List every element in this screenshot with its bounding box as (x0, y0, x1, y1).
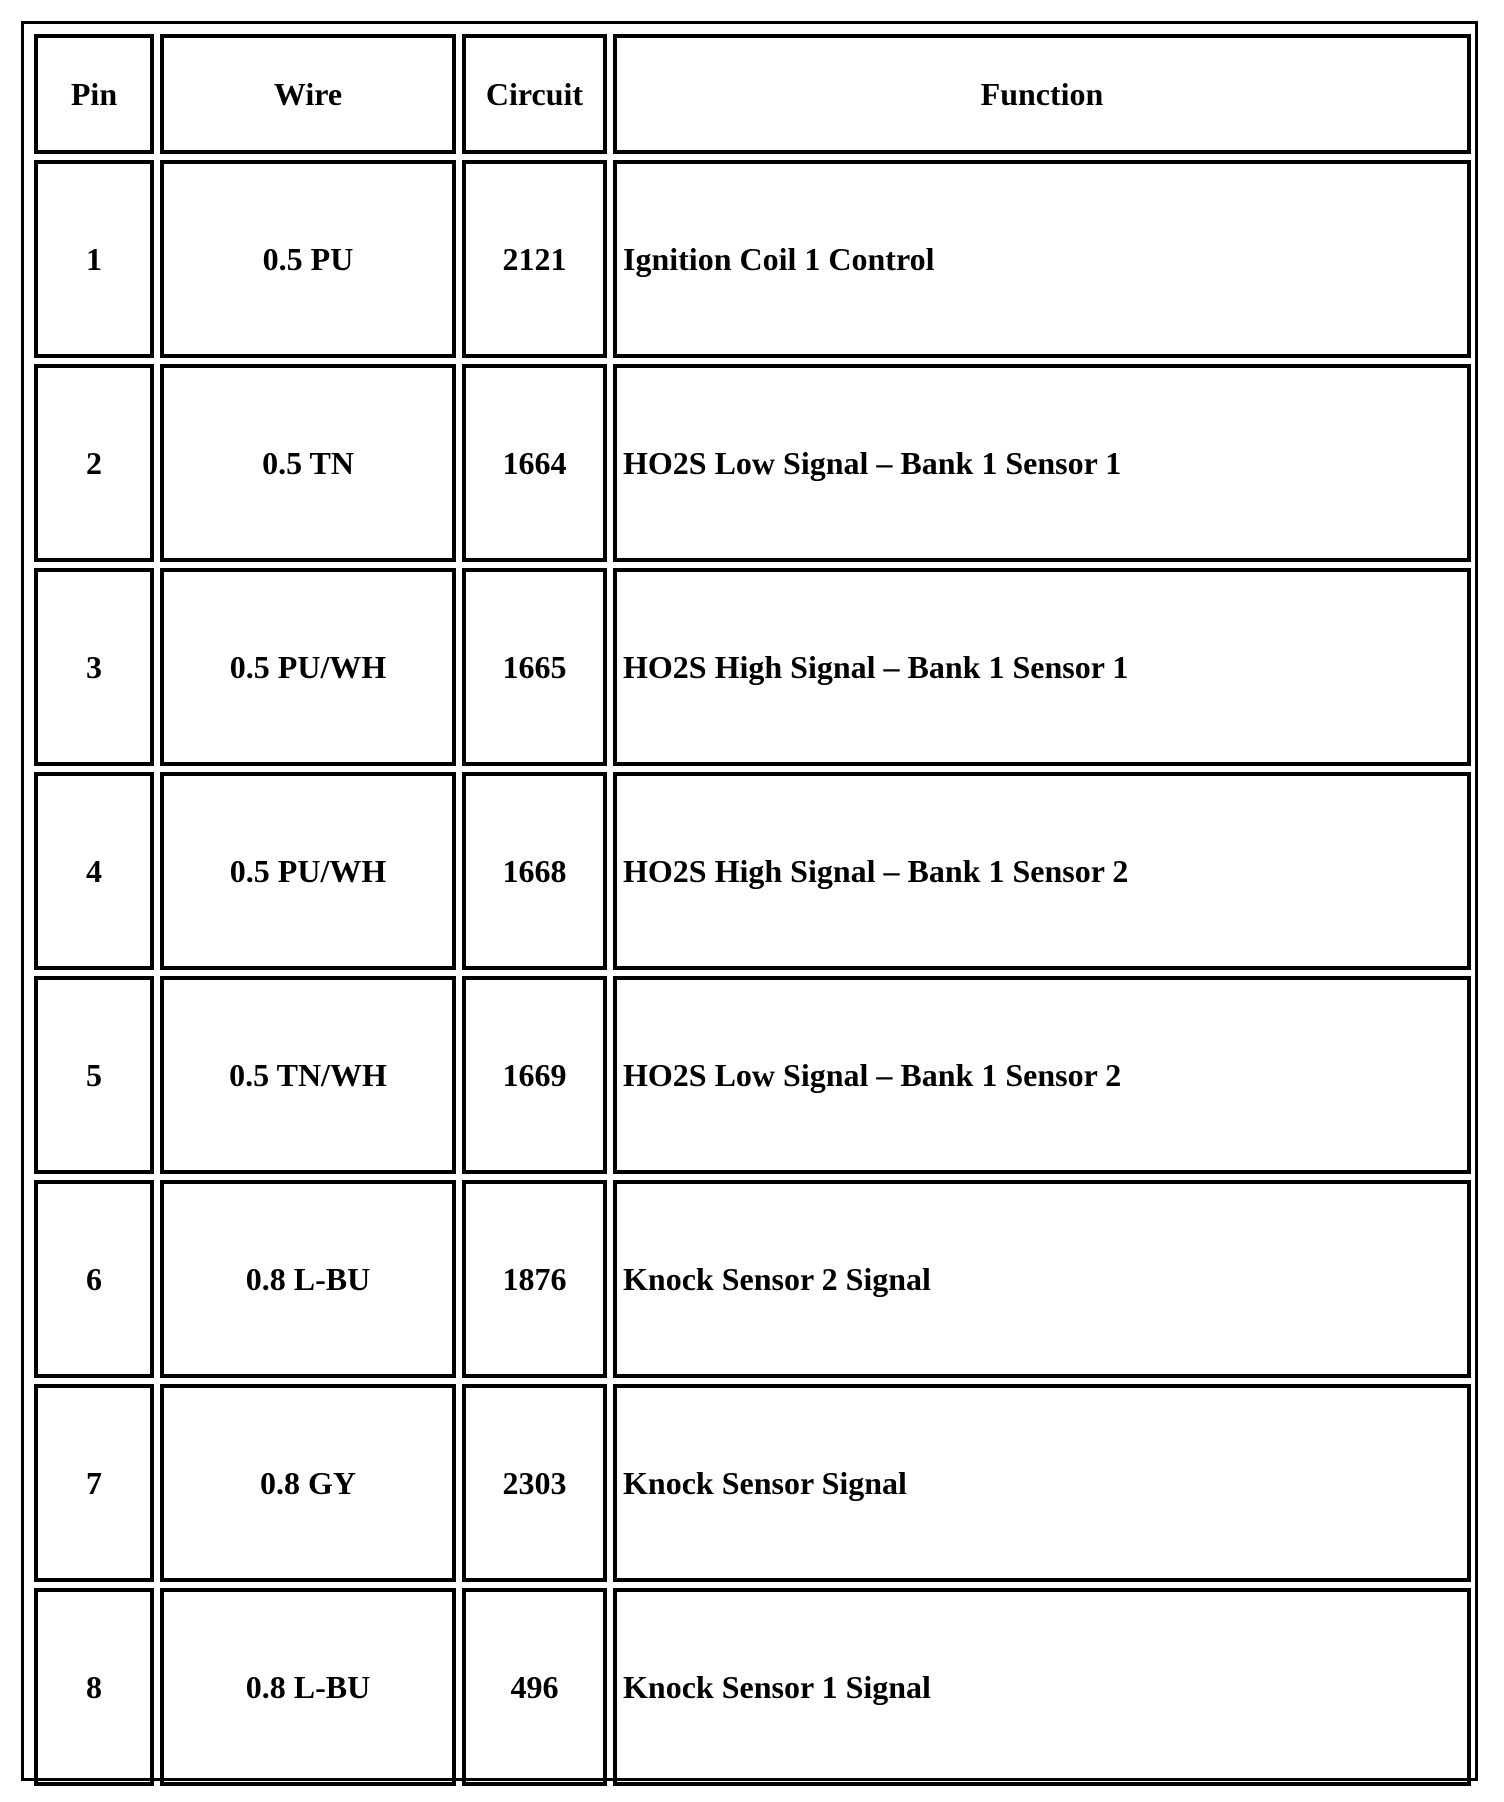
cell-pin: 8 (34, 1588, 154, 1786)
cell-wire: 0.5 TN/WH (160, 976, 456, 1174)
cell-circuit: 1665 (462, 568, 607, 766)
cell-pin: 1 (34, 160, 154, 358)
cell-circuit: 1668 (462, 772, 607, 970)
cell-pin: 6 (34, 1180, 154, 1378)
table-row (34, 568, 1471, 766)
cell-circuit: 2303 (462, 1384, 607, 1582)
table-row (34, 364, 1471, 562)
cell-pin: 2 (34, 364, 154, 562)
table-header-row (34, 34, 1471, 154)
cell-circuit: 1669 (462, 976, 607, 1174)
cell-wire: 0.8 L-BU (160, 1588, 456, 1786)
cell-circuit: 2121 (462, 160, 607, 358)
cell-wire: 0.5 TN (160, 364, 456, 562)
cell-function: HO2S High Signal – Bank 1 Sensor 1 (613, 568, 1471, 766)
pinout-table-frame (21, 21, 1478, 1781)
cell-function: HO2S Low Signal – Bank 1 Sensor 1 (613, 364, 1471, 562)
table-row (34, 1180, 1471, 1378)
cell-function: Knock Sensor 2 Signal (613, 1180, 1471, 1378)
table-row (34, 1384, 1471, 1582)
cell-function: Knock Sensor Signal (613, 1384, 1471, 1582)
cell-pin: 5 (34, 976, 154, 1174)
cell-function: Knock Sensor 1 Signal (613, 1588, 1471, 1786)
cell-function: HO2S Low Signal – Bank 1 Sensor 2 (613, 976, 1471, 1174)
cell-wire: 0.5 PU/WH (160, 568, 456, 766)
table-row (34, 976, 1471, 1174)
cell-pin: 4 (34, 772, 154, 970)
table-row (34, 1588, 1471, 1786)
header-wire: Wire (160, 34, 456, 154)
cell-wire: 0.5 PU/WH (160, 772, 456, 970)
cell-wire: 0.8 GY (160, 1384, 456, 1582)
header-function: Function (613, 34, 1471, 154)
table-row (34, 160, 1471, 358)
pinout-table (28, 28, 1477, 1792)
cell-circuit: 1664 (462, 364, 607, 562)
cell-function: HO2S High Signal – Bank 1 Sensor 2 (613, 772, 1471, 970)
header-circuit: Circuit (462, 34, 607, 154)
table-row (34, 772, 1471, 970)
cell-wire: 0.5 PU (160, 160, 456, 358)
cell-function: Ignition Coil 1 Control (613, 160, 1471, 358)
cell-pin: 3 (34, 568, 154, 766)
cell-circuit: 1876 (462, 1180, 607, 1378)
cell-circuit: 496 (462, 1588, 607, 1786)
cell-wire: 0.8 L-BU (160, 1180, 456, 1378)
header-pin: Pin (34, 34, 154, 154)
cell-pin: 7 (34, 1384, 154, 1582)
